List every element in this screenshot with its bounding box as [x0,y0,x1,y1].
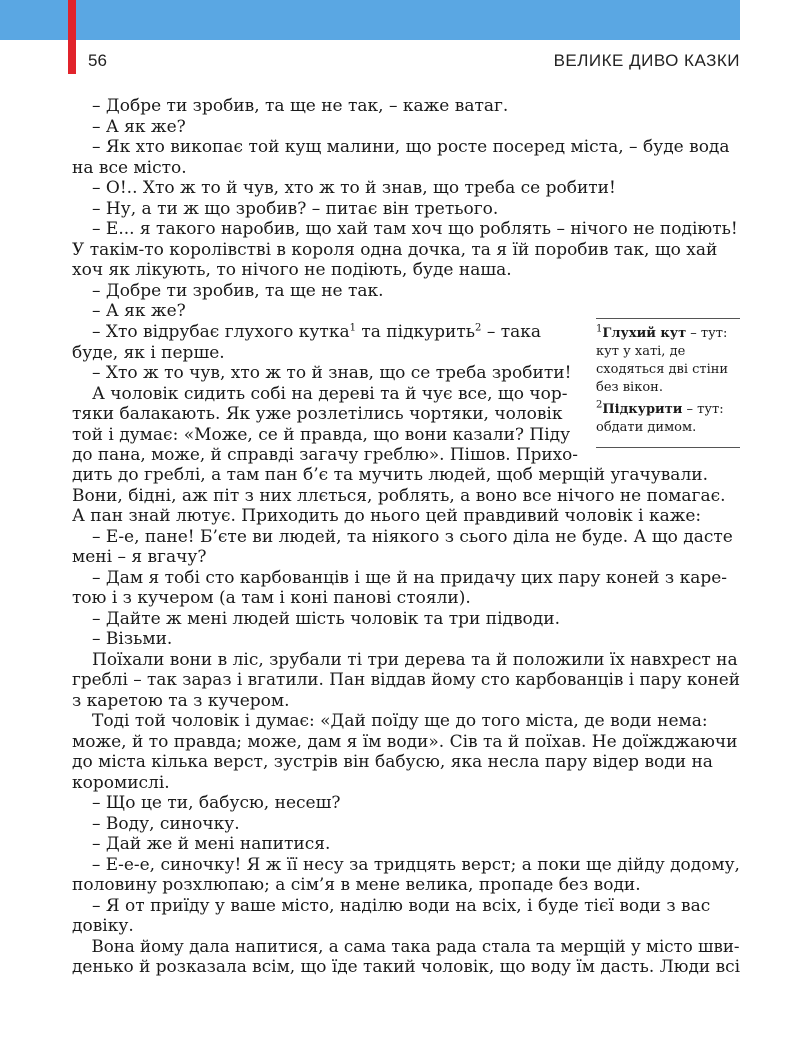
text-line: – Е-е-е, синочку! Я ж її несу за тридцять верст; а поки ще дійду додому, [91,854,740,875]
text-line: У такім-то королівстві в короля одна дочка, та я їй поробив так, що хай [72,239,718,260]
text-line: Вона йому дала напитися, а сама така рада стала та мерщій у місто шви- [91,936,740,957]
chapter-marker [68,0,76,74]
text-line: – Добре ти зробив, та ще не так, – каже ватаг. [92,96,509,116]
footnote-2: $^2$Підкурити – тут: обдати димом. [596,399,724,435]
text-line: А чоловік сидить собі на дереві та й чує все, що чор- [92,383,568,404]
header-color-band [0,0,740,40]
text-line: дить до греблі, а там пан б’є та мучить людей, щоб мерщій угачували. [72,465,708,485]
body-text-mid [72,322,578,466]
footnote-ref: 1 [349,322,356,334]
text-line: Тоді той чоловік і думає: «Дай поїду ще до того міста, де води нема: [92,711,708,731]
text-line: – Візьми. [92,629,173,649]
page-number: 56 [88,51,107,70]
footnote-1: $^1$Глухий кут – тут: кут у хаті, де сходяться дві стіни без вікон. [596,323,729,395]
text-line: – Е-е, пане! Б’єте ви людей, та ніякого з сього діла не буде. А що дасте [92,526,733,547]
text-line: коромислі. [72,772,170,793]
text-line: – А як же? [92,116,186,137]
running-title: ВЕЛИКЕ ДИВО КАЗКИ [553,51,740,70]
text-line: – О!.. Хто ж то й чув, хто ж то й знав, що треба се робити! [92,178,616,198]
text-line: греблі – так зараз і вгатили. Пан віддав йому сто карбованців і пару коней [72,670,740,690]
text-line: А пан знай лютує. Приходить до нього цей правдивий чоловік і каже: [72,506,702,526]
body-text-bottom [72,465,740,978]
body-text-top [72,96,740,322]
text-line: – Е... я такого наробив, що хай там хоч що роблять – нічого не подіють! [92,219,738,239]
footnote-box [596,318,740,448]
text-line: – Добре ти зробив, та ще не так. [92,280,384,301]
text-line: – Хто ж то чув, хто ж то й знав, що се треба зробити! [92,363,572,383]
text-line: – Дайте ж мені людей шість чоловік та три підводи. [92,608,560,629]
text-line: – Ну, а ти ж що зробив? – питає він третього. [92,198,499,219]
text-line: Поїхали вони в ліс, зрубали ті три дерева та й положили їх навхрест на [92,649,738,670]
text-line: – Я от приїду у ваше місто, наділю води на всіх, і буде тієї води з вас [92,895,711,916]
text-line: – Як хто викопає той кущ малини, що росте посеред міста, – буде вода [92,137,730,157]
text-line: денько й розказала всім, що їде такий чоловік, що воду їм дасть. Люди всі [72,957,740,977]
text-line: половину розхлюпаю; а сім’я в мене велика, пропаде без води. [72,875,641,895]
text-line: той і думає: «Може, се й правда, що вони казали? Піду [72,424,571,445]
text-line: тою і з кучером (а там і коні панові стояли). [72,588,471,608]
text-line: хоч як лікують, то нічого не подіють, буде наша. [72,260,512,280]
text-line: на все місто. [72,157,187,178]
text-line: до пана, може, й справді загачу греблю». Пішов. Прихо- [72,445,578,465]
text-line: тяки балакають. Як уже розлетілись чортяки, чоловік [72,404,563,424]
text-line: до міста кілька верст, зустрів він бабусю, яка несла пару відер води на [72,752,713,772]
text-line: Вони, бідні, аж піт з них ллється, роблять, а воно все нічого не помагає. [72,485,726,506]
text-line: може, й то правда; може, дам я їм води». Сів та й поїхав. Не доїжджаючи [72,731,738,752]
text-line: – Що це ти, бабусю, несеш? [92,793,341,813]
text-line: – Дай же й мені напитися. [92,834,331,854]
text-line: з каретою та з кучером. [72,690,290,711]
text-line: – Воду, синочку. [92,813,240,834]
text-line: мені – я вгачу? [72,547,207,567]
text-line: довіку. [72,916,134,936]
footnote-ref: 2 [475,322,482,334]
text-line: – Дам я тобі сто карбованців і ще й на придачу цих пару коней з каре- [92,567,728,588]
text-line: – А як же? [92,301,186,321]
text-line: буде, як і перше. [72,342,225,363]
text-line: – Хто відрубає глухого кутка$^1$ та підкурить$^2$ – така [92,322,542,342]
